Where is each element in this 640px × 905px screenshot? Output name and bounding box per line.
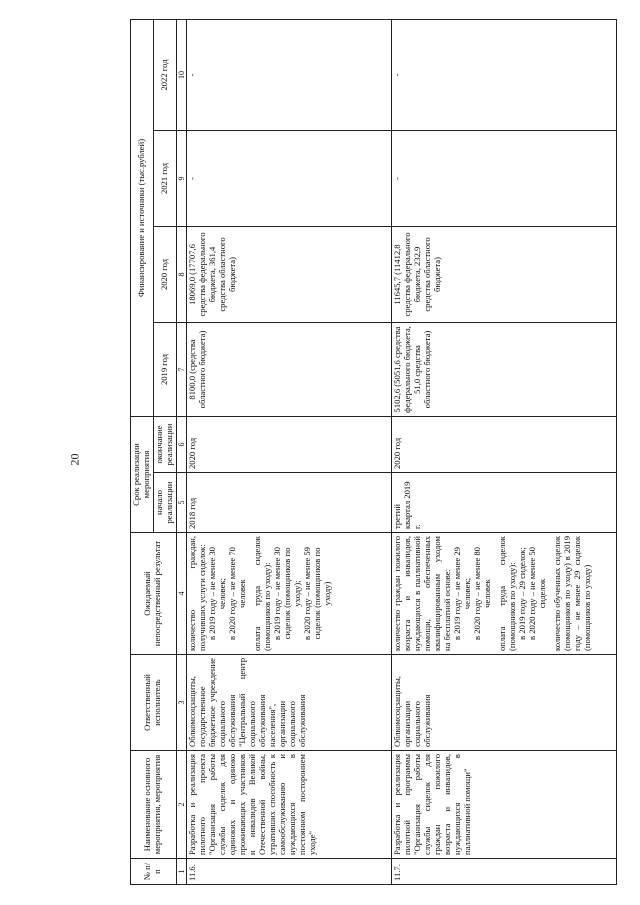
col-number: 4: [176, 533, 186, 655]
header-period-start: начало реализации: [153, 473, 176, 533]
row-num: 11.7.: [392, 859, 617, 885]
result-line: в 2020 году – не менее 70 человек: [227, 547, 247, 640]
header-name: Наименование основного мероприятия, мероприятия: [131, 751, 177, 859]
row-end: 2020 год: [392, 417, 617, 473]
row-executor: Облкомсоцзащиты, организации социального обслуживания: [392, 655, 617, 751]
row-finance-2020: 18069,0 (17707,6 средства федерального бюджета, 361,4 средства областного бюджета): [187, 227, 392, 323]
table-row: [392, 19, 617, 884]
result-line: количество граждан пожилого возраста и инвалидов, нуждающихся в паллиативной помощи, обеспеченных квалифицированным уходом на бесплатной основе:: [392, 536, 452, 651]
col-number: 1: [176, 859, 186, 885]
row-finance-2020: 11645,7 (11412,8 средства федерального бюджета, 232,9 средства областного бюджета): [392, 227, 617, 323]
header-executor: Ответственный исполнитель: [131, 655, 177, 751]
col-number: 3: [176, 655, 186, 751]
col-number: 10: [176, 19, 186, 130]
result-line: в 2019 году – не менее 30 сиделок (помощников по уходу);: [271, 547, 302, 640]
header-row-1: [131, 19, 154, 884]
header-num: № п/п: [131, 859, 177, 885]
rotated-table-container: [130, 20, 620, 885]
row-result: [392, 533, 617, 655]
row-result: [187, 533, 392, 655]
column-number-row: [176, 19, 186, 884]
header-finance: Финансирование и источники (тыс.рублей): [131, 19, 154, 416]
col-number: 6: [176, 417, 186, 473]
col-number: 8: [176, 227, 186, 323]
header-result: Ожидаемый непосредственный результат: [131, 533, 177, 655]
header-period-end: окончание реализации: [153, 417, 176, 473]
result-line: в 2020 году – не менее 50 сиделок: [526, 547, 547, 640]
header-2019: 2019 год: [153, 323, 176, 417]
row-executor: Облкомсоцзащиты, государственное бюджетное учреждение социального обслуживания "Центральный центр социального обслуживания населения", организации социального обслуживания: [187, 655, 392, 751]
result-line: оплата труда сиделок (помощников по уходу):: [496, 536, 517, 651]
row-finance-2021: -: [187, 131, 392, 227]
row-start: третий квартал 2019 г.: [392, 473, 617, 533]
result-line: количество граждан, получивших услуги сиделок:: [187, 536, 208, 651]
col-number: 2: [176, 751, 186, 859]
header-period: Срок реализации мероприятия: [131, 417, 154, 533]
table-row: [187, 19, 392, 884]
result-line: в 2020 году – не менее 59 сиделок (помощников по уходу): [301, 547, 332, 640]
row-num: 11.6.: [187, 859, 392, 885]
row-finance-2022: -: [392, 19, 617, 130]
header-2021: 2021 год: [153, 131, 176, 227]
row-finance-2021: -: [392, 131, 617, 227]
col-number: 7: [176, 323, 186, 417]
result-line: в 2019 году – не менее 29 человек;: [451, 547, 472, 640]
result-line: в 2019 году – не менее 30 человек;: [207, 547, 228, 640]
program-table: [130, 19, 617, 885]
col-number: 5: [176, 473, 186, 533]
row-end: 2020 год: [187, 417, 392, 473]
result-line: количество обученных сиделок (помощников по уходу) в 2019 году – не менее 29 сиделок (помощников по уходу): [551, 536, 592, 651]
col-number: 9: [176, 131, 186, 227]
row-finance-2019: 5102,6 (5051,6 средства федерального бюджета, 51,0 средства областного бюджета): [392, 323, 617, 417]
result-line: в 2020 году – не менее 80 человек: [471, 547, 492, 640]
row-start: 2018 год: [187, 473, 392, 533]
row-finance-2022: -: [187, 19, 392, 130]
page-number: 20: [67, 453, 82, 466]
result-line: оплата труда сиделок (помощников по уходу):: [251, 536, 272, 651]
header-2022: 2022 год: [153, 19, 176, 130]
row-finance-2019: 8100,0 (средства областного бюджета): [187, 323, 392, 417]
header-2020: 2020 год: [153, 227, 176, 323]
result-line: в 2019 году – 29 сиделок;: [516, 547, 527, 640]
row-name: Разработка и реализация пилотного проекта "Организация работы службы сиделок для одиноких и одиноко проживающих участников и инвалидов Великой Отечественной войны, утративших способность к самообслуживанию и нуждающихся в постоянном постороннем уходе": [187, 751, 392, 859]
row-name: Разработка и реализация пилотной программы "Организация работы службы сиделок для граждан пожилого возраста и инвалидов, нуждающихся в паллиативной помощи": [392, 751, 617, 859]
